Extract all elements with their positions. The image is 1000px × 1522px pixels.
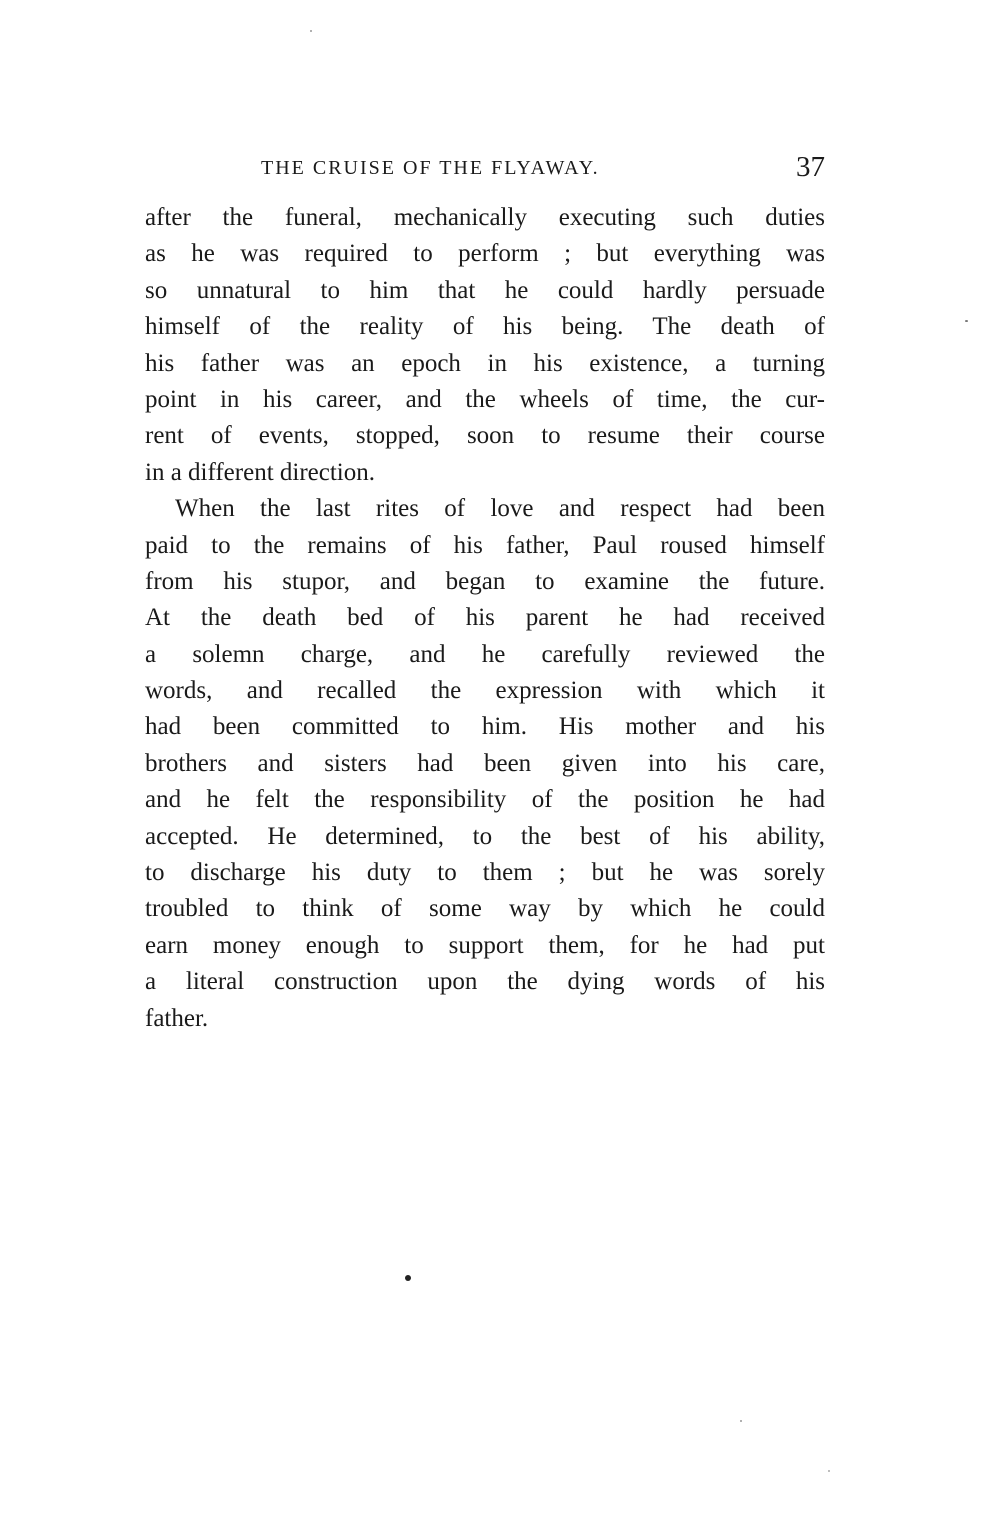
ink-speck: [740, 1420, 742, 1422]
text-line: to discharge his duty to them ; but he was sorely: [145, 859, 825, 887]
text-line: as he was required to perform ; but everything was: [145, 240, 825, 268]
text-line: a literal construction upon the dying words of his: [145, 968, 825, 996]
running-header: [145, 153, 825, 183]
ink-speck: [310, 30, 312, 32]
text-line: a solemn charge, and he carefully reviewed the: [145, 640, 825, 668]
ink-speck: [965, 320, 968, 322]
text-line: in a different direction.: [145, 458, 376, 486]
text-line: father.: [145, 1004, 209, 1032]
text-line: words, and recalled the expression with which it: [145, 677, 825, 705]
text-line: paid to the remains of his father, Paul roused himself: [145, 531, 825, 559]
text-line: At the death bed of his parent he had received: [145, 604, 825, 632]
text-line: point in his career, and the wheels of time, the cur-: [145, 385, 825, 413]
ink-speck: [828, 1470, 830, 1472]
text-line: and he felt the responsibility of the position he had: [145, 786, 825, 814]
text-line: earn money enough to support them, for he had put: [145, 931, 825, 959]
page-number: 37: [796, 151, 825, 183]
paragraph-1: [145, 200, 825, 491]
text-line: When the last rites of love and respect had been: [175, 495, 825, 523]
text-line: so unnatural to him that he could hardly persuade: [145, 276, 825, 304]
ink-speck: [405, 1275, 411, 1281]
text-line: after the funeral, mechanically executing such duties: [145, 204, 825, 231]
text-line: from his stupor, and began to examine the future.: [145, 567, 825, 595]
body-text: [145, 200, 825, 1037]
text-line: his father was an epoch in his existence, a turning: [145, 349, 825, 377]
running-title: THE CRUISE OF THE FLYAWAY.: [261, 157, 600, 179]
text-line: rent of events, stopped, soon to resume their course: [145, 422, 825, 450]
text-line: himself of the reality of his being. The death of: [145, 313, 825, 341]
text-line: brothers and sisters had been given into his care,: [145, 749, 825, 777]
text-line: accepted. He determined, to the best of his ability,: [145, 822, 825, 850]
text-line: had been committed to him. His mother and his: [145, 713, 825, 741]
text-line: troubled to think of some way by which he could: [145, 895, 825, 923]
paragraph-2: [145, 491, 825, 1037]
